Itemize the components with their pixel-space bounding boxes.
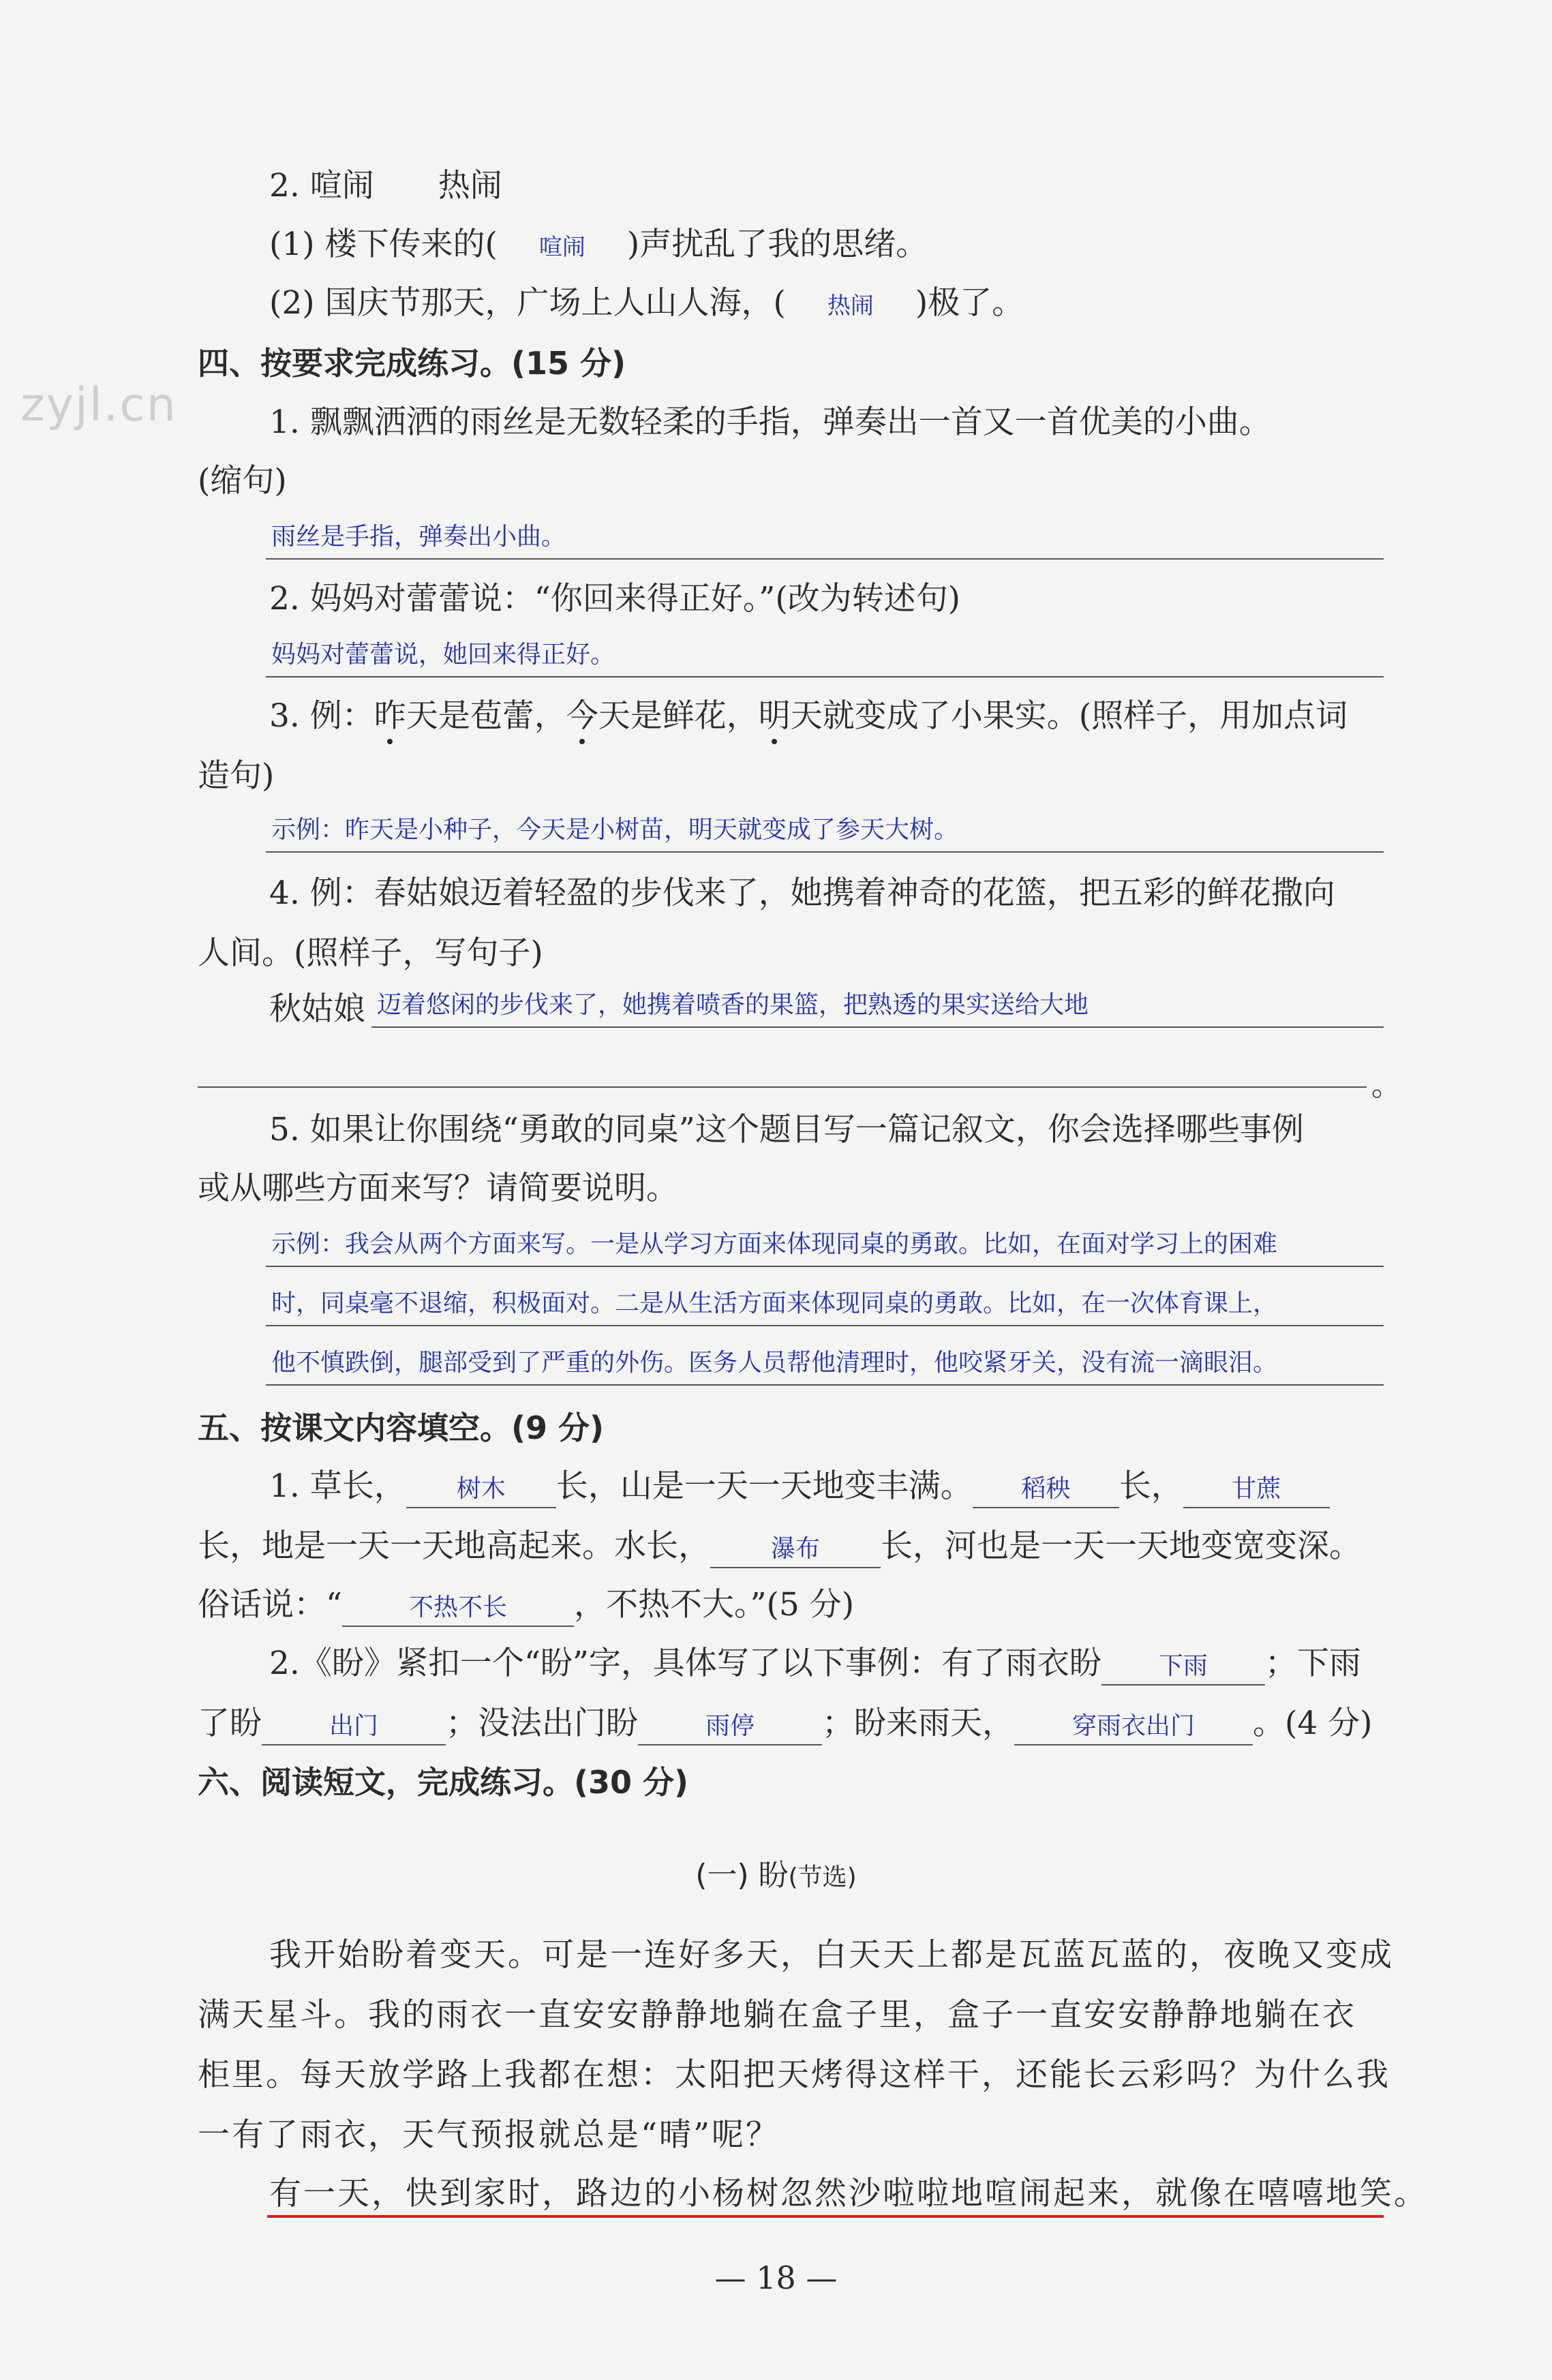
s4-q2-answer: 妈妈对蕾蕾说，她回来得正好。 [266,632,1384,677]
s4-q3-dotted-word: 今 [566,697,598,735]
s5-q1-text: 长，河也是一天一天地变宽变深。 [881,1527,1361,1565]
s4-q3-part-a: 3. 例： [269,697,374,735]
passage-line: 满天星斗。我的雨衣一直安安静静地躺在盒子里，盒子一直安安静静地躺在衣 [198,1996,1356,2034]
watermark: zyjl.cn [20,378,177,432]
s4-q5-answer-line3: 他不慎跌倒，腿部受到了严重的外伤。医务人员帮他清理时，他咬紧牙关，没有流一滴眼泪。 [266,1341,1384,1386]
s3-q2-item1-pre: (1) 楼下传来的( [269,226,498,263]
s4-q3-part-e: 天是鲜花， [598,697,759,735]
red-underline [267,2215,1384,2218]
s5-q2-text: 2.《盼》紧扣一个“盼”字，具体写了以下事例：有了雨衣盼 [269,1645,1101,1682]
s5-q2-blank1: 下雨 [1101,1649,1265,1685]
s5-q5-text: 5. 如果让你围绕“勇敢的同桌”这个题目写一篇记叙文，你会选择哪些事例 [269,1111,1304,1148]
s5-q1-blank4: 瀑布 [710,1531,881,1568]
s3-q2-item1 [269,224,1384,269]
s4-q3-dotted-word: 明 [758,697,791,735]
s5-q2-blank3: 雨停 [638,1709,822,1745]
s5-q1-text: ，不热不大。”(5 分) [574,1586,855,1623]
passage-line: 柜里。每天放学路上我都在想：太阳把天烤得这样干，还能长云彩吗？为什么我 [198,2056,1390,2094]
s3-q2-title: 2. 喧闹 热闹 [269,167,502,204]
s4-q3-part-g: 天就变成了小果实。(照样子，用加点词 [790,697,1348,735]
s4-q4-text-cont: 人间。(照样子，写句子) [198,934,543,972]
passage-line: 我开始盼着变天。可是一连好多天，白天天上都是瓦蓝瓦蓝的，夜晚又变成 [269,1936,1394,1974]
s4-q2-text: 2. 妈妈对蕾蕾说：“你回来得正好。”(改为转述句) [269,580,961,617]
reading-title-note: (节选) [788,1863,857,1891]
s4-q5-answer-line2: 时，同桌毫不退缩，积极面对。二是从生活方面来体现同桌的勇敢。比如，在一次体育课上， [266,1281,1384,1326]
s5-q1-blank5: 不热不长 [342,1590,574,1627]
s5-q2-text: ；下雨 [1264,1645,1361,1682]
s4-q4-answer-line2 [198,1043,1367,1088]
passage-line: 一有了雨衣，天气预报就总是“晴”呢？ [198,2116,780,2154]
section6-heading: 六、阅读短文，完成练习。(30 分) [198,1764,689,1801]
s4-q4-prefix: 秋姑娘 [269,990,365,1028]
s4-q4-answer: 迈着悠闲的步伐来了，她携着喷香的果篮，把熟透的果实送给大地 [371,983,1384,1028]
s4-q3-answer: 示例：昨天是小种子，今天是小树苗，明天就变成了参天大树。 [266,808,1384,853]
s4-q3-part-c: 天是苞蕾， [406,697,566,735]
s3-q2-item2-pre: (2) 国庆节那天，广场上人山人海，( [269,284,786,322]
s3-q2-item1-answer: 喧闹 [538,234,585,261]
s5-q2-blank2: 出门 [262,1709,446,1745]
s4-q1-answer: 雨丝是手指，弹奏出小曲。 [266,515,1384,560]
s5-q2-text: 了盼 [198,1705,262,1742]
s5-q2-text: ；没法出门盼 [446,1705,638,1742]
s5-q1-text: 长， [1119,1467,1183,1505]
s4-q4-period: 。 [1371,1068,1401,1103]
s5-q2-text: 。(4 分) [1253,1705,1373,1742]
s4-q3-text-cont: 造句) [198,757,275,795]
s5-q2-text: ；盼来雨天， [822,1705,1014,1742]
s5-q1-blank2: 稻秧 [973,1471,1119,1508]
s5-q2-blank4: 穿雨衣出门 [1014,1709,1253,1745]
reading-title [0,1850,1552,1894]
page-number: — 18 — [714,2259,838,2296]
s3-q2-item2-answer: 热闹 [827,292,874,320]
reading-title-text: (一) 盼 [695,1858,789,1893]
s5-q1-blank3: 甘蔗 [1183,1471,1330,1508]
s4-q4-text: 4. 例：春姑娘迈着轻盈的步伐来了，她携着神奇的花篮，把五彩的鲜花撒向 [269,874,1335,912]
s5-q1-text: 俗话说：“ [198,1586,343,1623]
passage-line-underlined: 有一天，快到家时，路边的小杨树忽然沙啦啦地喧闹起来，就像在嘻嘻地笑。 [269,2175,1428,2212]
s5-q1-text: 长，地是一天一天地高起来。水长， [198,1527,710,1565]
s3-q2-item2 [269,282,1384,327]
s4-q5-answer-line1: 示例：我会从两个方面来写。一是从学习方面来体现同桌的勇敢。比如，在面对学习上的困难 [266,1222,1384,1267]
s5-q1-blank1: 树木 [406,1471,556,1508]
s3-q2-item2-post: )极了。 [915,284,1024,322]
section4-heading: 四、按要求完成练习。(15 分) [198,345,626,382]
s5-q2-line1 [269,1643,1384,1685]
s4-q3-dotted-word: 昨 [374,697,406,735]
s5-q1-line1 [269,1465,1384,1508]
s4-q1-text-cont: (缩句) [198,462,287,500]
s3-q2-item1-post: )声扰乱了我的思绪。 [626,226,928,263]
s5-q2-line2 [198,1703,1384,1745]
s4-q1-text: 1. 飘飘洒洒的雨丝是无数轻柔的手指，弹奏出一首又一首优美的小曲。 [269,403,1271,441]
s5-q1-text: 长，山是一天一天地变丰满。 [556,1467,973,1505]
s5-q1-line3 [198,1584,1384,1627]
s4-q3-text [269,695,1384,737]
s5-q1-line2 [198,1525,1384,1568]
s5-q5-text-cont: 或从哪些方面来写？请简要说明。 [198,1170,678,1207]
s5-q1-text: 1. 草长， [269,1467,406,1505]
section5-heading: 五、按课文内容填空。(9 分) [198,1409,605,1446]
